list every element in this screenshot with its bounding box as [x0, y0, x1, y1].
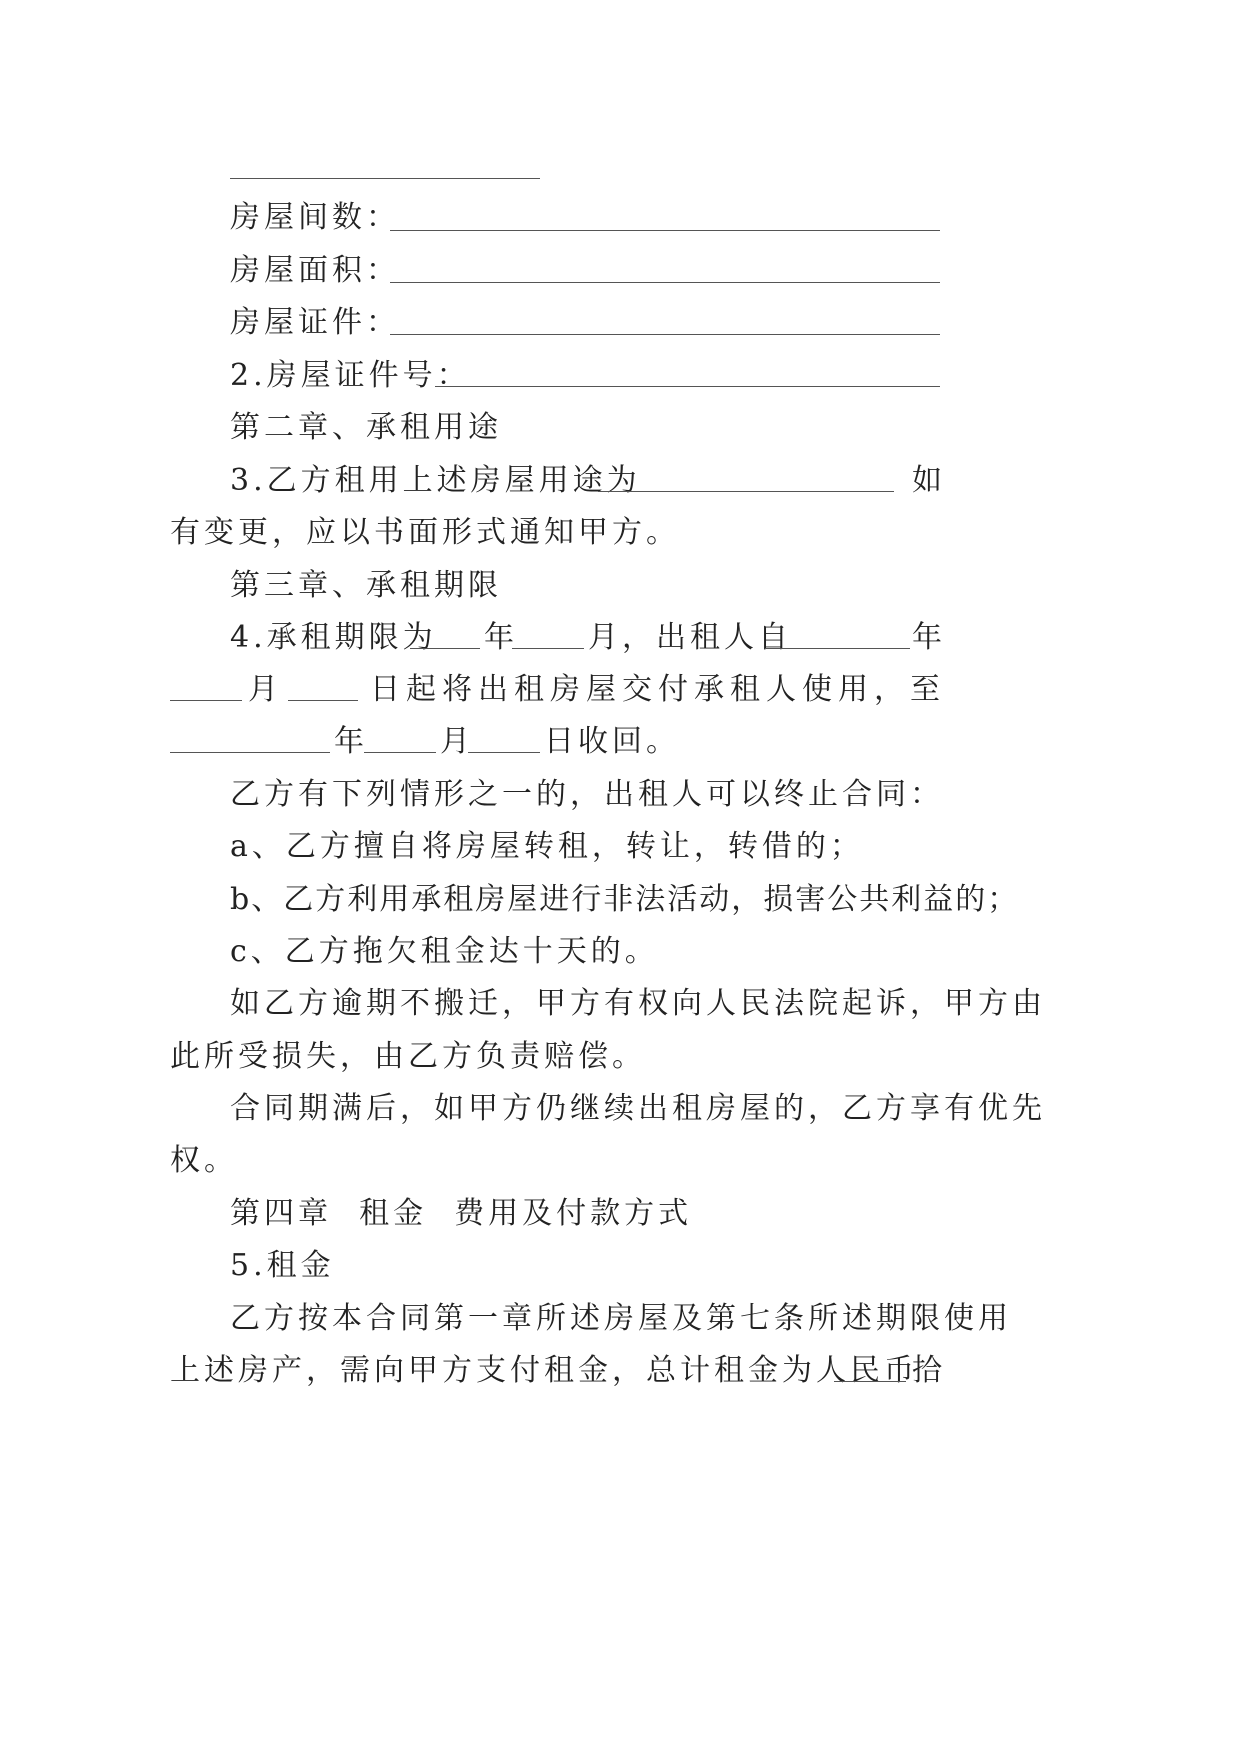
- termination-intro: 乙方有下列情形之一的，出租人可以终止合同：: [230, 777, 944, 812]
- end-year-blank: [170, 752, 330, 753]
- start-month-blank: [170, 700, 242, 701]
- char: 租: [514, 672, 544, 707]
- clause-5-title: 5.租金: [230, 1248, 335, 1283]
- rooms-blank: [390, 230, 940, 231]
- cert-label: 房屋证件：: [230, 305, 400, 340]
- chapter-3-title: 第三章、承租期限: [230, 568, 502, 603]
- usage-blank: [598, 491, 894, 492]
- term-years-blank: [410, 648, 480, 649]
- end-month-blank: [364, 752, 436, 753]
- cert-no-blank: [435, 386, 940, 387]
- char: ，: [874, 672, 904, 707]
- termination-item-b: b、乙方利用承租房屋进行非法活动，损害公共利益的；: [230, 882, 1020, 917]
- clause-4-l3-month: 月: [440, 724, 474, 759]
- char: 日: [370, 672, 400, 707]
- start-year-blank: [765, 648, 910, 649]
- char: 起: [406, 672, 436, 707]
- start-day-blank: [288, 700, 358, 701]
- char: 将: [442, 672, 472, 707]
- cert-blank: [390, 334, 940, 335]
- top-blank-line: [230, 178, 540, 179]
- clause-3-text: 3.乙方租用上述房屋用途为: [230, 463, 641, 498]
- clause-4-a: 4.承租期限为: [230, 620, 437, 655]
- termination-item-a: a、乙方擅自将房屋转租，转让，转借的；: [230, 829, 864, 864]
- cert-no-field: [230, 356, 471, 396]
- rent-line-1: 乙方按本合同第一章所述房屋及第七条所述期限使用: [230, 1301, 1012, 1336]
- char: 承: [694, 672, 724, 707]
- clause-4-l3-year: 年: [334, 724, 368, 759]
- priority-line-1: 合同期满后，如甲方仍继续出租房屋的，乙方享有优先: [230, 1091, 1046, 1126]
- rent-line-2: 上述房产，需向甲方支付租金，总计租金为人民币: [170, 1353, 918, 1388]
- clause-4-year-2: 年: [912, 620, 946, 655]
- rent-line-2-end: 拾: [912, 1353, 946, 1388]
- clause-3-end: 如: [912, 463, 946, 498]
- area-blank: [390, 282, 940, 283]
- char: 租: [730, 672, 760, 707]
- rooms-label: 房屋间数：: [230, 200, 400, 235]
- area-label: 房屋面积：: [230, 253, 400, 288]
- char: 使: [802, 672, 832, 707]
- priority-line-2: 权。: [170, 1143, 238, 1178]
- overdue-line-2: 此所受损失，由乙方负责赔偿。: [170, 1039, 646, 1074]
- char: 付: [658, 672, 688, 707]
- termination-item-c: c、乙方拖欠租金达十天的。: [230, 934, 659, 969]
- clause-4-l2-month: 月: [248, 672, 282, 707]
- rooms-field: [230, 198, 400, 238]
- char: 人: [766, 672, 796, 707]
- clause-3-line-2: 有变更，应以书面形式通知甲方。: [170, 515, 680, 550]
- chapter-2-title: 第二章、承租用途: [230, 410, 502, 445]
- end-day-blank: [468, 752, 540, 753]
- clause-4-l3-end: 日收回。: [544, 724, 680, 759]
- clause-3-line-1: [230, 461, 641, 501]
- char: 屋: [586, 672, 616, 707]
- clause-4-month: 月，出租人自: [588, 620, 792, 655]
- char: 至: [910, 672, 940, 707]
- cert-field: [230, 303, 400, 343]
- area-field: [230, 251, 400, 291]
- char: 出: [478, 672, 508, 707]
- rent-amount-blank: [834, 1381, 906, 1382]
- char: 用: [838, 672, 868, 707]
- char: 房: [550, 672, 580, 707]
- clause-4-l2-text: [370, 670, 940, 710]
- char: 交: [622, 672, 652, 707]
- term-months-blank: [512, 648, 584, 649]
- clause-4-year: 年: [484, 620, 518, 655]
- chapter-4-title: 第四章 租金 费用及付款方式: [230, 1196, 693, 1231]
- cert-no-label: 2.房屋证件号：: [230, 358, 471, 393]
- overdue-line-1: 如乙方逾期不搬迁，甲方有权向人民法院起诉，甲方由: [230, 986, 1046, 1021]
